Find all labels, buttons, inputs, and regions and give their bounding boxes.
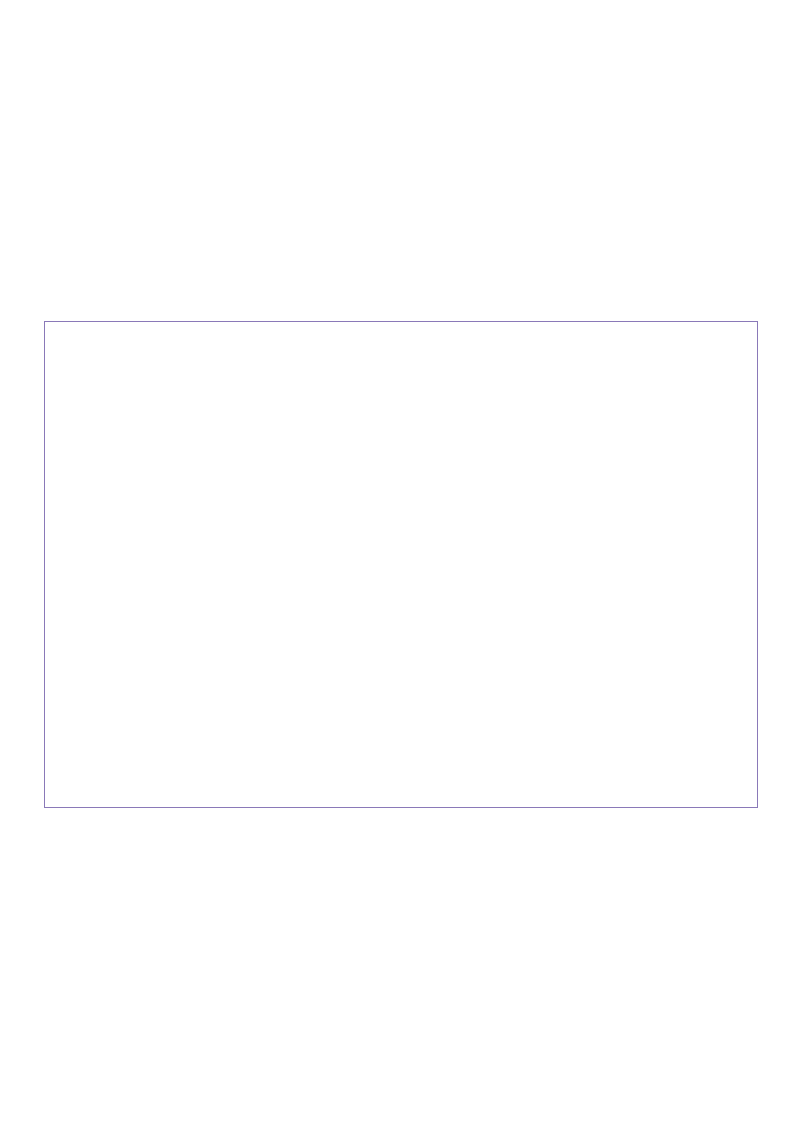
- table-frame: [44, 321, 758, 808]
